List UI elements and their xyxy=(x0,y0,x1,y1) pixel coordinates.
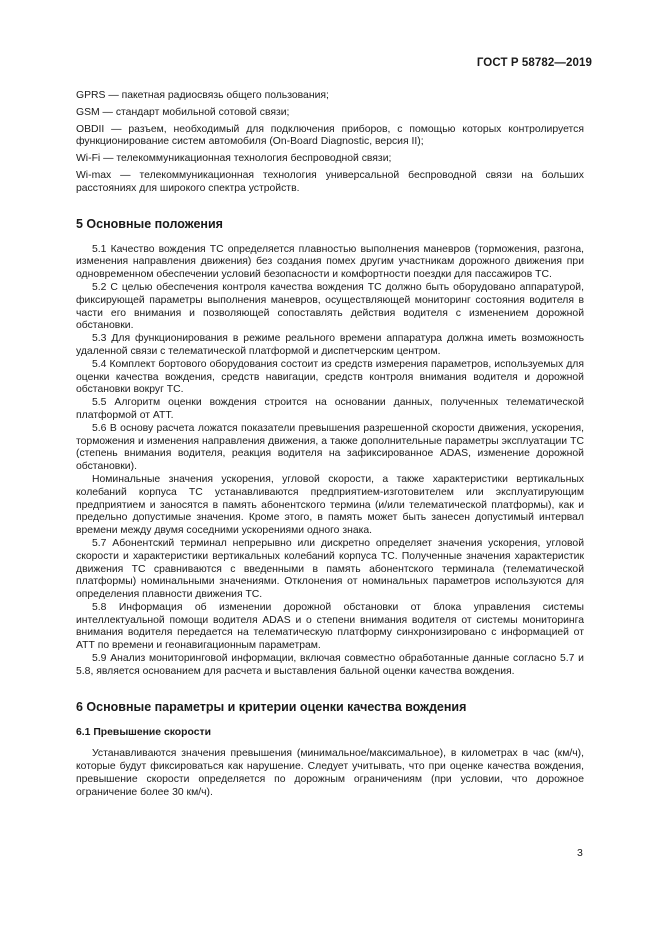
paragraph-5-8: 5.8 Информация об изменении дорожной обстановки от блока управления системы интеллектуальной помощи водителя ADAS и о степени внимания водителя от системы мониторинга внимания водителя передается на телематическую платформу синхронизировано с информацией от АТТ по времени и геонавигационным параметрам. xyxy=(76,601,584,652)
definition-obdii: OBDII — разъем, необходимый для подключения приборов, с помощью которых контролируется функционирование систем автомобиля (On-Board Diagnostic, версия II); xyxy=(76,123,584,148)
page-body xyxy=(76,90,584,800)
paragraph-5-6: 5.6 В основу расчета ложатся показатели превышения разрешенной скорости движения, ускорения, торможения и изменения направления движения, а также дополнительные параметры эксплуатации ТС (степень внимания водителя, реакция водителя на зафиксированное ADAS, изменение дорожной обстановки). xyxy=(76,422,584,473)
definition-gprs: GPRS — пакетная радиосвязь общего пользования; xyxy=(76,90,329,101)
subsection-6-1-title: 6.1 Превышение скорости xyxy=(76,726,211,738)
page-number: 3 xyxy=(577,847,583,859)
section-5-title: 5 Основные положения xyxy=(76,216,223,231)
definition-wimax: Wi-max — телекоммуникационная технология универсальной беспроводной связи на больших расстояниях для широкого спектра устройств. xyxy=(76,169,584,194)
paragraph-5-6-nominal: Номинальные значения ускорения, угловой скорости, а также характеристики вертикальных колебаний корпуса ТС устанавливаются предприятием-изготовителем или эксплуатирующим предприятием и заносятся в память абонентского термина (и/или телематической платформы), как и предельно допустимые значения. Кроме этого, в память может быть занесен допустимый интервал времени между двумя соседними ускорениями одного знака. xyxy=(76,473,584,537)
paragraph-5-3: 5.3 Для функционирования в режиме реального времени аппаратура должна иметь возможность удаленной связи с телематической платформой и диспетчерским центром. xyxy=(76,333,584,357)
definition-gsm: GSM — стандарт мобильной сотовой связи; xyxy=(76,106,290,118)
section-6-title: 6 Основные параметры и критерии оценки качества вождения xyxy=(76,699,467,714)
paragraph-5-7: 5.7 Абонентский терминал непрерывно или дискретно определяет значения ускорения, угловой скорости и характеристики вертикальных колебаний корпуса ТС. Полученные значения характеристик движения ТС сравниваются с введенными в память абонентского терминала (телематической платформы) номинальными значениями. Отклонения от номинальных параметров используются для определения плавности движения ТС. xyxy=(76,537,584,601)
paragraph-5-5: 5.5 Алгоритм оценки вождения строится на основании данных, полученных телематической платформой от АТТ. xyxy=(76,397,584,421)
paragraph-5-4: 5.4 Комплект бортового оборудования состоит из средств измерения параметров, используемых для оценки качества вождения, средств навигации, средств контроля внимания водителя и дорожной обстановки вокруг ТС. xyxy=(76,358,584,396)
definition-wifi: Wi-Fi — телекоммуникационная технология беспроводной связи; xyxy=(76,153,392,165)
paragraph-5-9: 5.9 Анализ мониторинговой информации, включая совместно обработанные данные согласно 5.7 и 5.8, является основанием для расчета и выставления бальной оценки качества вождения. xyxy=(76,653,584,677)
paragraph-6-1: Устанавливаются значения превышения (минимальное/максимальное), в километрах в час (км/ч), которые будут фиксироваться как нарушение. Следует учитывать, что при оценке качества вождения, превышение скорости определяется по дорожным ограничениям (при условии, что дорожное ограничение более 30 км/ч). xyxy=(76,748,584,798)
paragraph-5-1: 5.1 Качество вождения ТС определяется плавностью выполнения маневров (торможения, разгона, изменения направления движения) без создания помех другим участникам дорожного движения при одновременном обеспечении условий безопасности и комфортности поездки для пассажиров ТС. xyxy=(76,243,584,281)
paragraph-5-2: 5.2 С целью обеспечения контроля качества вождения ТС должно быть оборудовано аппаратурой, фиксирующей параметры выполнения маневров, осуществляющей мониторинг состояния водителя в части его внимания и позволяющей сопоставлять действия водителя с изменением дорожной обстановки. xyxy=(76,281,584,332)
document-id: ГОСТ Р 58782—2019 xyxy=(476,57,592,69)
